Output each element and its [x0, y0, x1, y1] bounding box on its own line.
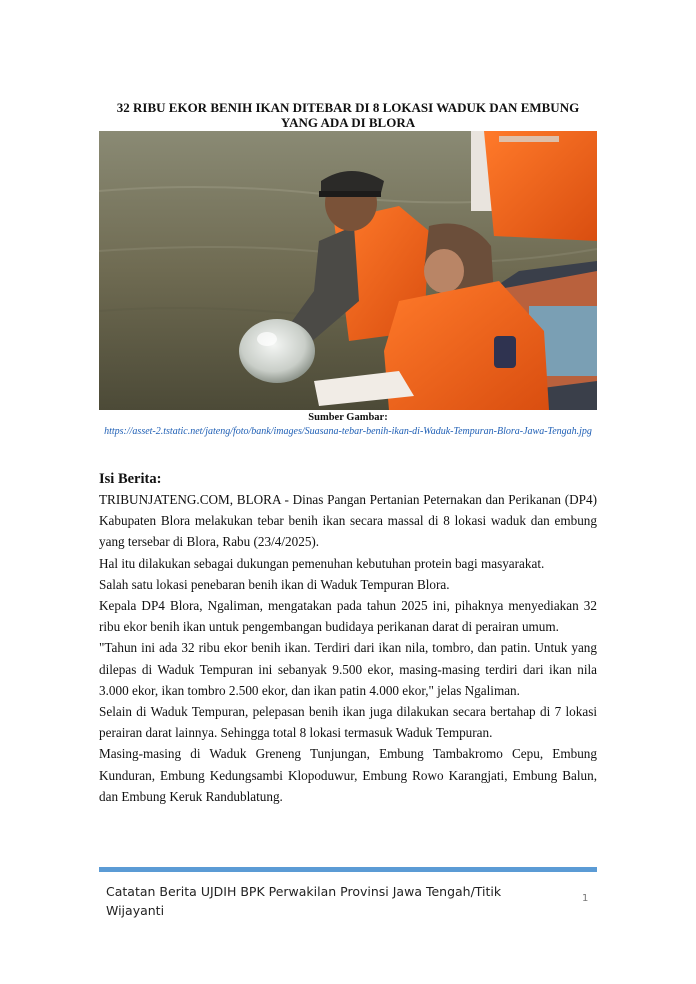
page-number: 1 — [582, 893, 589, 904]
article-body — [99, 489, 597, 807]
image-caption-label: Sumber Gambar: — [308, 412, 388, 423]
image-source-link[interactable]: https://asset-2.tstatic.net/jateng/foto/bank/images/Suasana-tebar-benih-ikan-di-Waduk-Tempuran-Blora-Jawa-Tengah.jpg — [104, 426, 592, 437]
paragraph: TRIBUNJATENG.COM, BLORA - Dinas Pangan Pertanian Peternakan dan Perikanan (DP4) Kabupaten Blora melakukan tebar benih ikan secara massal di 8 lokasi waduk dan embung yang tersebar di Blora, Rabu (23/4/2025). — [99, 492, 597, 550]
paragraph: "Tahun ini ada 32 ribu ekor benih ikan. Terdiri dari ikan nila, tombro, dan patin. Untuk yang dilepas di Waduk Tempuran ini sebanyak 9.500 ekor, masing-masing terdiri dari ikan nila 3.000 ekor, ikan tombro 2.500 ekor, dan ikan patin 4.000 ekor," jelas Ngaliman. — [99, 640, 597, 698]
paragraph: Masing-masing di Waduk Greneng Tunjungan, Embung Tambakromo Cepu, Embung Kunduran, Embung Kedungsambi Klopoduwur, Embung Rowo Karangjati, Embung Balun, dan Embung Keruk Randublatung. — [99, 746, 597, 804]
footer-text: Catatan Berita UJDIH BPK Perwakilan Provinsi Jawa Tengah/Titik Wijayanti — [106, 884, 502, 918]
paragraph: Kepala DP4 Blora, Ngaliman, mengatakan pada tahun 2025 ini, pihaknya menyediakan 32 ribu ekor benih ikan untuk pengembangan budidaya perikanan darat di perairan umum. — [99, 598, 597, 635]
footer-divider — [99, 867, 597, 872]
news-photo — [99, 131, 597, 410]
paragraph: Selain di Waduk Tempuran, pelepasan benih ikan juga dilakukan secara bertahap di 7 lokasi perairan darat lainnya. Sehingga total 8 lokasi termasuk Waduk Tempuran. — [99, 704, 597, 741]
paragraph: Hal itu dilakukan sebagai dukungan pemenuhan kebutuhan protein bagi masyarakat. — [99, 555, 545, 571]
article-title: 32 RIBU EKOR BENIH IKAN DITEBAR DI 8 LOKASI WADUK DAN EMBUNG YANG ADA DI BLORA — [116, 100, 580, 130]
paragraph: Salah satu lokasi penebaran benih ikan di Waduk Tempuran Blora. — [99, 576, 450, 592]
news-photo-illustration — [99, 131, 597, 410]
section-heading: Isi Berita: — [99, 471, 162, 487]
